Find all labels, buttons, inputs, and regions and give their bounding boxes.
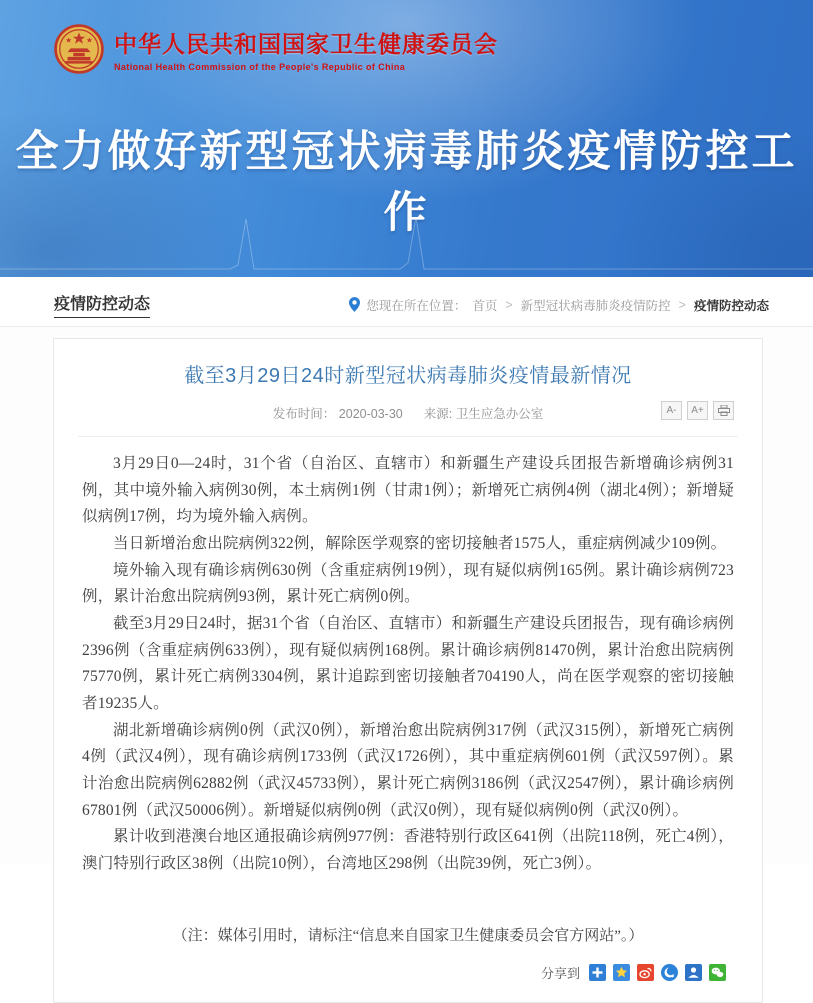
org-name-cn: 中华人民共和国国家卫生健康委员会 bbox=[114, 31, 498, 57]
font-increase-button[interactable]: A+ bbox=[687, 401, 708, 420]
paragraph: 境外输入现有确诊病例630例（含重症病例19例），现有疑似病例165例。累计确诊病例723例，累计治愈出院病例93例，累计死亡病例0例。 bbox=[82, 561, 734, 606]
publish-label: 发布时间： bbox=[272, 407, 336, 421]
source-value: 卫生应急办公室 bbox=[455, 407, 544, 421]
banner-title: 全力做好新型冠状病毒肺炎疫情防控工作 bbox=[15, 128, 798, 237]
font-decrease-button[interactable]: A- bbox=[661, 401, 682, 420]
sina-weibo-icon[interactable] bbox=[637, 964, 654, 981]
share-row bbox=[82, 963, 734, 982]
printer-icon bbox=[718, 405, 730, 416]
location-label: 您现在所在位置： bbox=[366, 298, 467, 313]
breadcrumb-bar bbox=[0, 283, 813, 327]
breadcrumb-separator: > bbox=[505, 297, 513, 312]
publish-date: 2020-03-30 bbox=[338, 407, 403, 421]
breadcrumb-item-home[interactable]: 首页 bbox=[472, 298, 498, 313]
breadcrumb-item-current: 疫情防控动态 bbox=[693, 298, 769, 313]
wechat-icon[interactable] bbox=[709, 964, 726, 981]
location-pin-icon bbox=[349, 297, 360, 312]
breadcrumb-separator: > bbox=[678, 297, 686, 312]
article-title: 截至3月29日24时新型冠状病毒肺炎疫情最新情况 bbox=[184, 365, 632, 387]
ecg-line bbox=[0, 217, 813, 277]
site-logo[interactable] bbox=[54, 24, 498, 74]
section-title[interactable]: 疫情防控动态 bbox=[54, 291, 150, 318]
citation-note: （注：媒体引用时，请标注“信息来自国家卫生健康委员会官方网站”。） bbox=[172, 927, 644, 944]
paragraph: 截至3月29日24时，据31个省（自治区、直辖市）和新疆生产建设兵团报告，现有确诊病例2396例（含重症病例633例），现有疑似病例168例。累计确诊病例81470例，累计治愈出院病例75770例，累计死亡病例3304例，累计追踪到密切接触者704190人，尚在医学观察的密切接触者19235人。 bbox=[82, 614, 734, 712]
qzone-icon[interactable] bbox=[613, 964, 630, 981]
page-background bbox=[0, 327, 813, 981]
paragraph: 湖北新增确诊病例0例（武汉0例），新增治愈出院病例317例（武汉315例），新增死亡病例4例（武汉4例），现有确诊病例1733例（武汉1726例），其中重症病例601例（武汉597例）。累计治愈出院病例62882例（武汉45733例），累计死亡病例3186例（武汉2547例），累计确诊病例67801例（武汉50006例）。新增疑似病例0例（武汉0例），现有疑似病例0例（武汉0例）。 bbox=[82, 721, 734, 819]
breadcrumb bbox=[349, 296, 769, 314]
org-name-en: National Health Commission of the People's Republic of China bbox=[114, 62, 406, 72]
article-tools bbox=[661, 401, 734, 420]
china-national-emblem-icon bbox=[54, 24, 104, 74]
site-header bbox=[0, 0, 813, 277]
meta-divider bbox=[78, 436, 738, 437]
article-card bbox=[53, 338, 763, 1003]
print-button[interactable] bbox=[713, 401, 734, 420]
paragraph: 3月29日0—24时，31个省（自治区、直辖市）和新疆生产建设兵团报告新增确诊病例31例，其中境外输入病例30例，本土病例1例（甘肃1例）；新增死亡病例4例（湖北4例）；新增疑似病例17例，均为境外输入病例。 bbox=[82, 455, 734, 526]
share-label: 分享到 bbox=[540, 965, 580, 981]
paragraph: 当日新增治愈出院病例322例，解除医学观察的密切接触者1575人，重症病例减少109例。 bbox=[113, 534, 727, 552]
article-body bbox=[82, 451, 734, 878]
share-more-icon[interactable] bbox=[589, 964, 606, 981]
source-label: 来源: bbox=[423, 407, 453, 421]
tencent-weibo-icon[interactable] bbox=[661, 964, 678, 981]
article-meta bbox=[82, 404, 734, 422]
breadcrumb-item-topic[interactable]: 新型冠状病毒肺炎疫情防控 bbox=[520, 298, 671, 313]
renren-icon[interactable] bbox=[685, 964, 702, 981]
paragraph: 累计收到港澳台地区通报确诊病例977例：香港特别行政区641例（出院118例，死亡4例），澳门特别行政区38例（出院10例），台湾地区298例（出院39例，死亡3例）。 bbox=[82, 828, 734, 872]
